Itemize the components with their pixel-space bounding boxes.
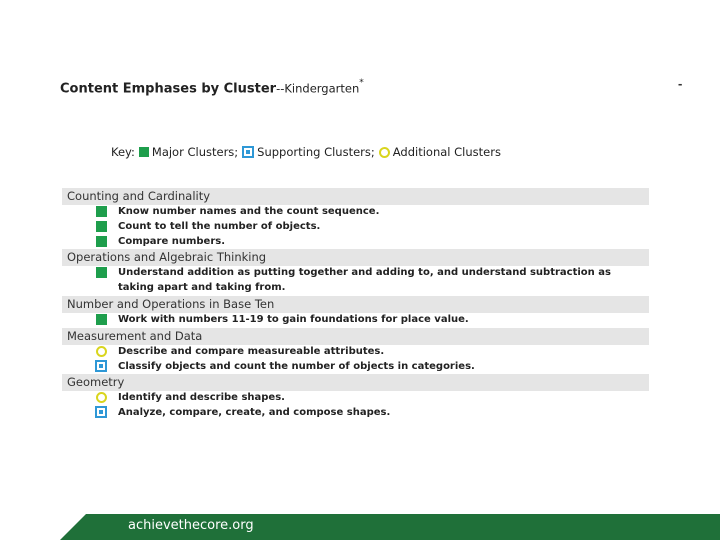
supporting-square-icon [242, 146, 254, 158]
corner-mark: - [678, 76, 683, 91]
domain-header: Number and Operations in Base Ten [62, 296, 649, 313]
page-title [60, 80, 364, 96]
cluster-item [95, 312, 638, 327]
major-square-icon [96, 236, 107, 247]
cluster-item [95, 405, 638, 420]
major-square-icon [139, 147, 149, 157]
domain-header: Measurement and Data [62, 328, 649, 345]
cluster-text: Compare numbers. [118, 236, 226, 247]
domain-header: Counting and Cardinality [62, 188, 649, 205]
domain-header: Operations and Algebraic Thinking [62, 249, 649, 266]
supporting-square-icon [95, 406, 107, 418]
title-grade: --Kindergarten [276, 81, 360, 96]
major-square-icon [96, 314, 107, 325]
major-square-icon [96, 206, 107, 217]
key-supporting-label: Supporting Clusters; [257, 145, 375, 159]
major-square-icon [96, 221, 107, 232]
cluster-text: Describe and compare measureable attributes. [118, 346, 385, 357]
cluster-text: Work with numbers 11-19 to gain foundations for place value. [118, 314, 469, 325]
cluster-item [95, 359, 638, 374]
legend-key [111, 145, 501, 159]
key-label: Key: [111, 145, 135, 159]
cluster-text: Know number names and the count sequence. [118, 206, 380, 217]
additional-circle-icon [96, 346, 107, 357]
cluster-item [95, 265, 638, 295]
supporting-square-icon [95, 360, 107, 372]
cluster-text: Classify objects and count the number of objects in categories. [118, 361, 475, 372]
cluster-item [95, 204, 638, 219]
major-square-icon [96, 267, 107, 278]
additional-circle-icon [96, 392, 107, 403]
footer-notch [60, 514, 86, 540]
cluster-text: Identify and describe shapes. [118, 392, 285, 403]
cluster-item [95, 390, 638, 405]
key-major-label: Major Clusters; [151, 145, 239, 159]
cluster-text: Analyze, compare, create, and compose shapes. [118, 407, 391, 418]
additional-circle-icon [379, 147, 390, 158]
key-additional-label: Additional Clusters [392, 145, 501, 159]
cluster-item [95, 234, 638, 249]
cluster-text: Count to tell the number of objects. [118, 221, 321, 232]
title-asterisk: * [359, 78, 364, 88]
title-main: Content Emphases by Cluster [60, 81, 277, 97]
cluster-item [95, 219, 638, 234]
footer-site-link[interactable]: achievethecore.org [128, 518, 254, 533]
cluster-item [95, 344, 638, 359]
cluster-text: Understand addition as putting together and adding to, and understand subtraction as taking apart and taking from. [118, 267, 611, 293]
domain-header: Geometry [62, 374, 649, 391]
